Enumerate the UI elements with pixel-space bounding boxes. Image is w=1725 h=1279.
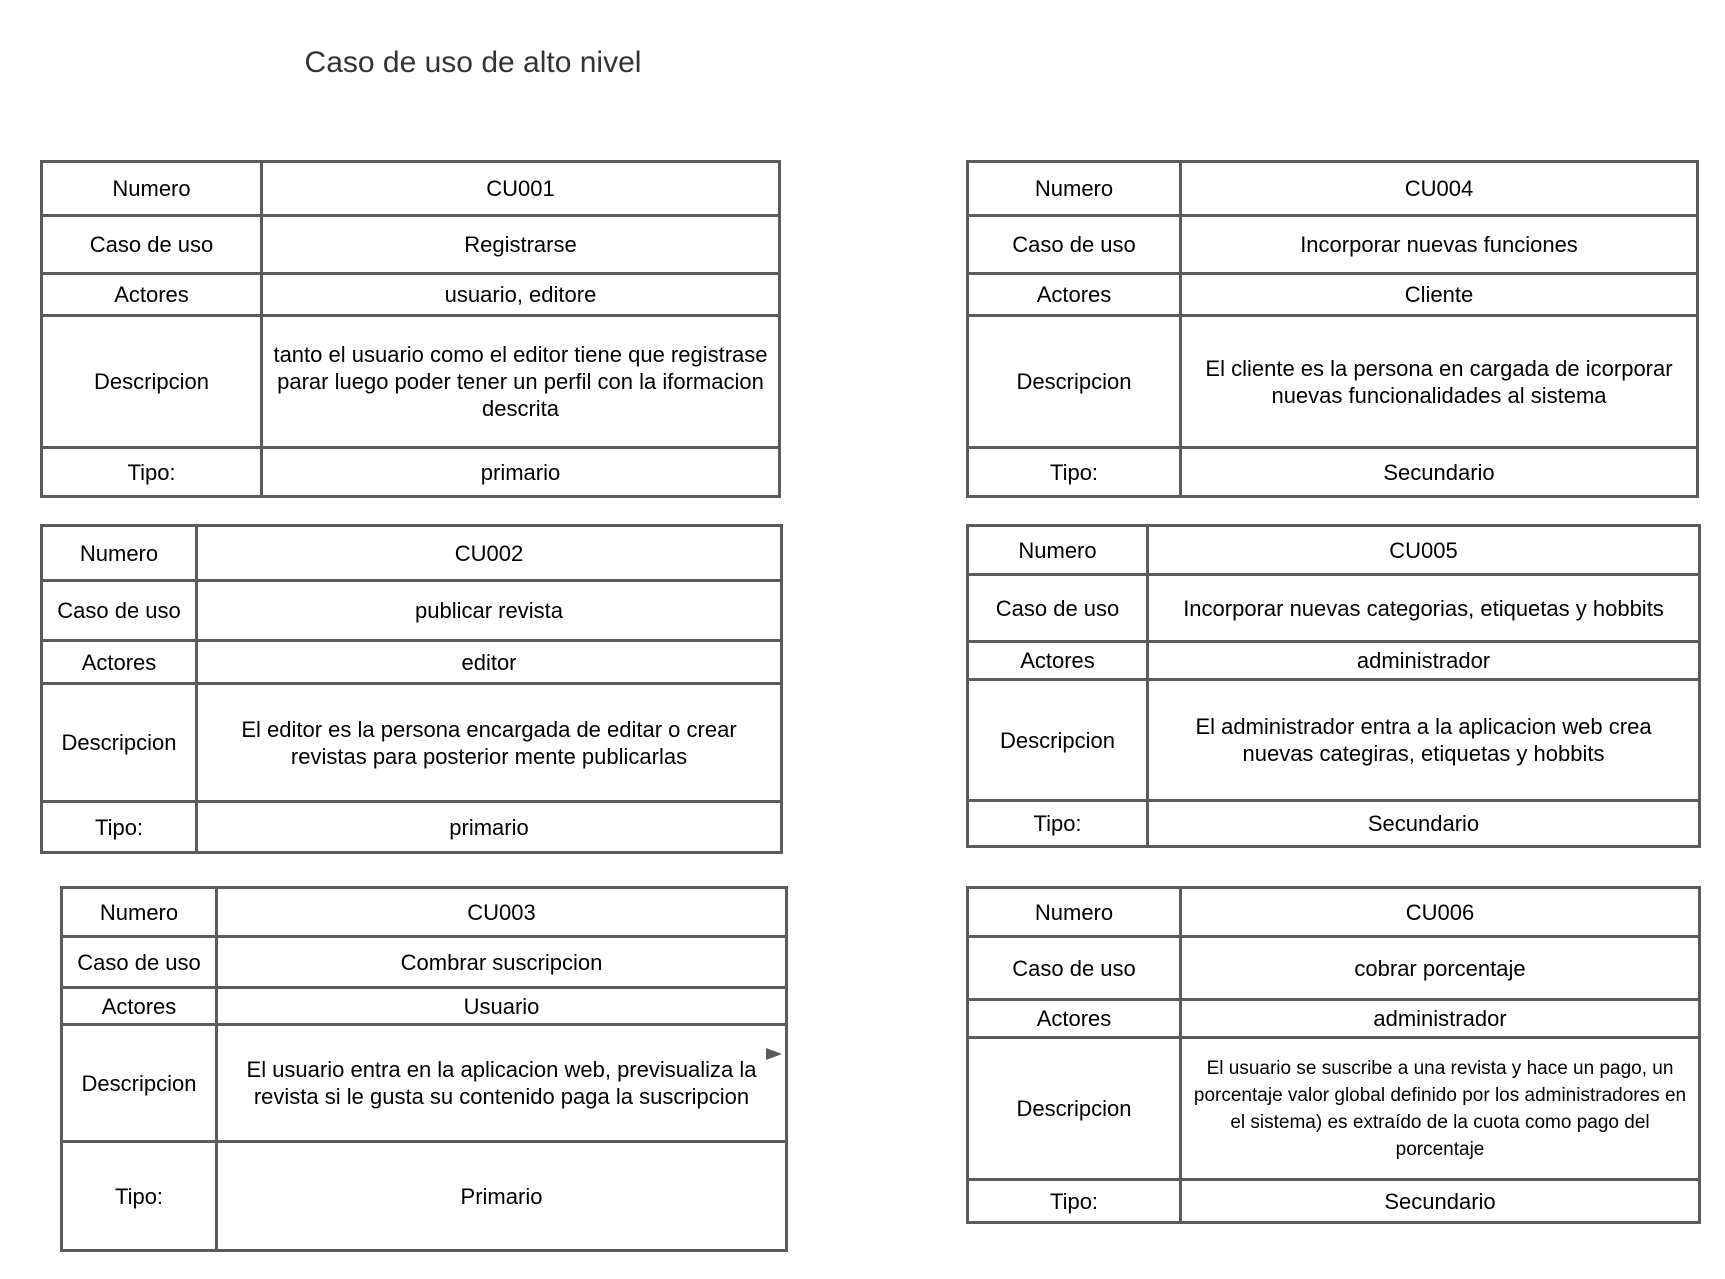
- label-descripcion: Descripcion: [42, 316, 262, 448]
- label-numero: Numero: [968, 162, 1181, 216]
- value-actores: Cliente: [1181, 274, 1698, 316]
- label-caso-de-uso: Caso de uso: [62, 937, 217, 988]
- row-numero: [42, 526, 782, 581]
- value-tipo: primario: [197, 802, 782, 853]
- label-actores: Actores: [968, 1000, 1181, 1038]
- label-caso-de-uso: Caso de uso: [42, 581, 197, 641]
- value-numero: CU002: [197, 526, 782, 581]
- label-caso-de-uso: Caso de uso: [968, 575, 1148, 642]
- row-caso: [62, 937, 787, 988]
- row-tipo: [62, 1142, 787, 1251]
- row-tipo: [968, 1180, 1700, 1223]
- use-case-table-cu002: [40, 524, 783, 854]
- value-caso-de-uso: Registrarse: [262, 216, 780, 274]
- value-caso-de-uso: Combrar suscripcion: [217, 937, 787, 988]
- row-caso: [42, 581, 782, 641]
- row-tipo: [42, 448, 780, 497]
- value-numero: CU004: [1181, 162, 1698, 216]
- row-tipo: [968, 801, 1700, 847]
- row-tipo: [968, 448, 1698, 497]
- label-actores: Actores: [968, 642, 1148, 680]
- row-caso: [968, 216, 1698, 274]
- label-descripcion: Descripcion: [968, 1038, 1181, 1180]
- use-case-table-cu003: [60, 886, 788, 1252]
- label-numero: Numero: [968, 888, 1181, 937]
- row-numero: [62, 888, 787, 937]
- row-numero: [968, 526, 1700, 575]
- value-numero: CU003: [217, 888, 787, 937]
- value-actores: editor: [197, 641, 782, 684]
- label-tipo: Tipo:: [968, 1180, 1181, 1223]
- row-actores: [968, 274, 1698, 316]
- value-descripcion: El usuario se suscribe a una revista y hace un pago, un porcentaje valor global definido por los administradores en el sistema) es extraído de la cuota como pago del porcentaje: [1181, 1038, 1700, 1180]
- label-actores: Actores: [42, 641, 197, 684]
- label-caso-de-uso: Caso de uso: [42, 216, 262, 274]
- value-numero: CU001: [262, 162, 780, 216]
- value-caso-de-uso: publicar revista: [197, 581, 782, 641]
- row-actores: [968, 1000, 1700, 1038]
- label-caso-de-uso: Caso de uso: [968, 216, 1181, 274]
- row-descripcion: [968, 1038, 1700, 1180]
- label-tipo: Tipo:: [42, 802, 197, 853]
- row-descripcion: [968, 316, 1698, 448]
- label-descripcion: Descripcion: [968, 680, 1148, 801]
- row-caso: [968, 575, 1700, 642]
- row-caso: [968, 937, 1700, 1000]
- value-tipo: Primario: [217, 1142, 787, 1251]
- value-descripcion: tanto el usuario como el editor tiene que registrase parar luego poder tener un perfil con la iformacion descrita: [262, 316, 780, 448]
- label-tipo: Tipo:: [968, 448, 1181, 497]
- value-tipo: primario: [262, 448, 780, 497]
- row-descripcion: [42, 316, 780, 448]
- label-numero: Numero: [42, 526, 197, 581]
- label-numero: Numero: [62, 888, 217, 937]
- label-descripcion: Descripcion: [968, 316, 1181, 448]
- value-descripcion: El editor es la persona encargada de editar o crear revistas para posterior mente publicarlas: [197, 684, 782, 802]
- label-actores: Actores: [62, 988, 217, 1025]
- label-numero: Numero: [968, 526, 1148, 575]
- row-descripcion: [62, 1025, 787, 1142]
- label-caso-de-uso: Caso de uso: [968, 937, 1181, 1000]
- row-caso: [42, 216, 780, 274]
- label-tipo: Tipo:: [62, 1142, 217, 1251]
- row-descripcion: [42, 684, 782, 802]
- label-actores: Actores: [42, 274, 262, 316]
- value-actores: usuario, editore: [262, 274, 780, 316]
- row-actores: [42, 274, 780, 316]
- row-numero: [42, 162, 780, 216]
- label-descripcion: Descripcion: [62, 1025, 217, 1142]
- row-actores: [968, 642, 1700, 680]
- use-case-table-cu001: [40, 160, 781, 498]
- value-actores: administrador: [1181, 1000, 1700, 1038]
- row-numero: [968, 888, 1700, 937]
- row-actores: [62, 988, 787, 1025]
- value-actores: administrador: [1148, 642, 1700, 680]
- use-case-table-cu006: [966, 886, 1701, 1224]
- value-descripcion: El cliente es la persona en cargada de icorporar nuevas funcionalidades al sistema: [1181, 316, 1698, 448]
- value-descripcion: El usuario entra en la aplicacion web, previsualiza la revista si le gusta su contenido paga la suscripcion: [217, 1025, 787, 1142]
- label-tipo: Tipo:: [42, 448, 262, 497]
- label-numero: Numero: [42, 162, 262, 216]
- row-descripcion: [968, 680, 1700, 801]
- value-caso-de-uso: Incorporar nuevas categorias, etiquetas y hobbits: [1148, 575, 1700, 642]
- label-descripcion: Descripcion: [42, 684, 197, 802]
- arrow-connector-icon: [766, 1048, 782, 1060]
- use-case-table-cu005: [966, 524, 1701, 848]
- value-tipo: Secundario: [1181, 1180, 1700, 1223]
- row-tipo: [42, 802, 782, 853]
- value-actores: Usuario: [217, 988, 787, 1025]
- value-caso-de-uso: Incorporar nuevas funciones: [1181, 216, 1698, 274]
- label-tipo: Tipo:: [968, 801, 1148, 847]
- row-numero: [968, 162, 1698, 216]
- label-actores: Actores: [968, 274, 1181, 316]
- value-numero: CU005: [1148, 526, 1700, 575]
- value-caso-de-uso: cobrar porcentaje: [1181, 937, 1700, 1000]
- value-tipo: Secundario: [1148, 801, 1700, 847]
- page-title: Caso de uso de alto nivel: [304, 46, 642, 79]
- value-numero: CU006: [1181, 888, 1700, 937]
- use-case-table-cu004: [966, 160, 1699, 498]
- value-descripcion: El administrador entra a la aplicacion web crea nuevas categiras, etiquetas y hobbits: [1148, 680, 1700, 801]
- row-actores: [42, 641, 782, 684]
- value-tipo: Secundario: [1181, 448, 1698, 497]
